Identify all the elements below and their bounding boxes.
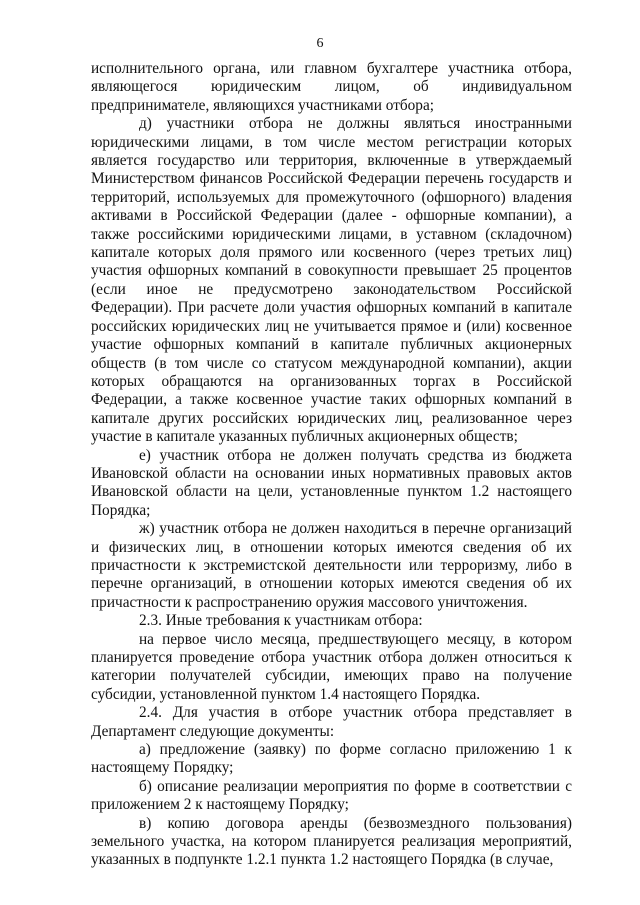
section-2-4-heading: 2.4. Для участия в отборе участник отбора представляет в Департамент следующие документы: — [91, 704, 572, 740]
page-number: 6 — [316, 36, 324, 51]
paragraph-item-e: е) участник отбора не должен получать средства из бюджета Ивановской области на основании иных нормативных правовых актов Ивановской области на цели, установленные пунктом 1.2 настоящего Порядка; — [91, 446, 572, 519]
paragraph-item-d: д) участники отбора не должны являться иностранными юридическими лицами, в том числе местом регистрации которых является государство или территория, включенные в утверждаемый Министерством финансов Российской Федерации перечень государств и территорий, используемых для промежуточного (офшорного) владения активами в Российской Федерации (далее - офшорные компании), а также российскими юридическими лицами, в уставном (складочном) капитале которых доля прямого или косвенного (через третьих лиц) участия офшорных компаний в совокупности превышает 25 процентов (если иное не предусмотрено законодательством Российской Федерации). При расчете доли участия офшорных компаний в капитале российских юридических лиц не учитывается прямое и (или) косвенное участие офшорных компаний в капитале публичных акционерных обществ (в том числе со статусом международной компании), акции которых обращаются на организованных торгах в Российской Федерации, а также косвенное участие таких офшорных компаний в капитале других российских юридических лиц, реализованное через участие в капитале указанных публичных акционерных обществ; — [91, 115, 572, 446]
paragraph-item-b: б) описание реализации мероприятия по форме в соответствии с приложением 2 к настоящему Порядку; — [91, 777, 572, 814]
section-2-3-heading: 2.3. Иные требования к участникам отбора: — [139, 612, 423, 630]
paragraph-item-a: а) предложение (заявку) по форме согласно приложению 1 к настоящему Порядку; — [91, 741, 572, 777]
paragraph-item-zh: ж) участник отбора не должен находиться в перечне организаций и физических лиц, в отношении которых имеются сведения об их причастности к экстремистской деятельности или терроризму, либо в перечне организаций, в отношении которых имеются сведения об их причастности к распространению оружия массового уничтожения. — [91, 520, 572, 611]
paragraph-continuation: исполнительного органа, или главном бухгалтере участника отбора, являющегося юридическим лицом, об индивидуальном предпринимателе, являющихся участниками отбора; — [91, 60, 572, 114]
paragraph-item-v: в) копию договора аренды (безвозмездного пользования) земельного участка, на котором планируется реализация мероприятий, указанных в подпункте 1.2.1 пункта 1.2 настоящего Порядка (в случае, — [91, 814, 572, 869]
paragraph-section-2-3-body: на первое число месяца, предшествующего месяцу, в котором планируется проведение отбора участник отбора должен относиться к категории получателей субсидии, имеющих право на получение субсидии, установленной пунктом 1.4 настоящего Порядка. — [91, 630, 572, 703]
document-body — [91, 60, 572, 870]
